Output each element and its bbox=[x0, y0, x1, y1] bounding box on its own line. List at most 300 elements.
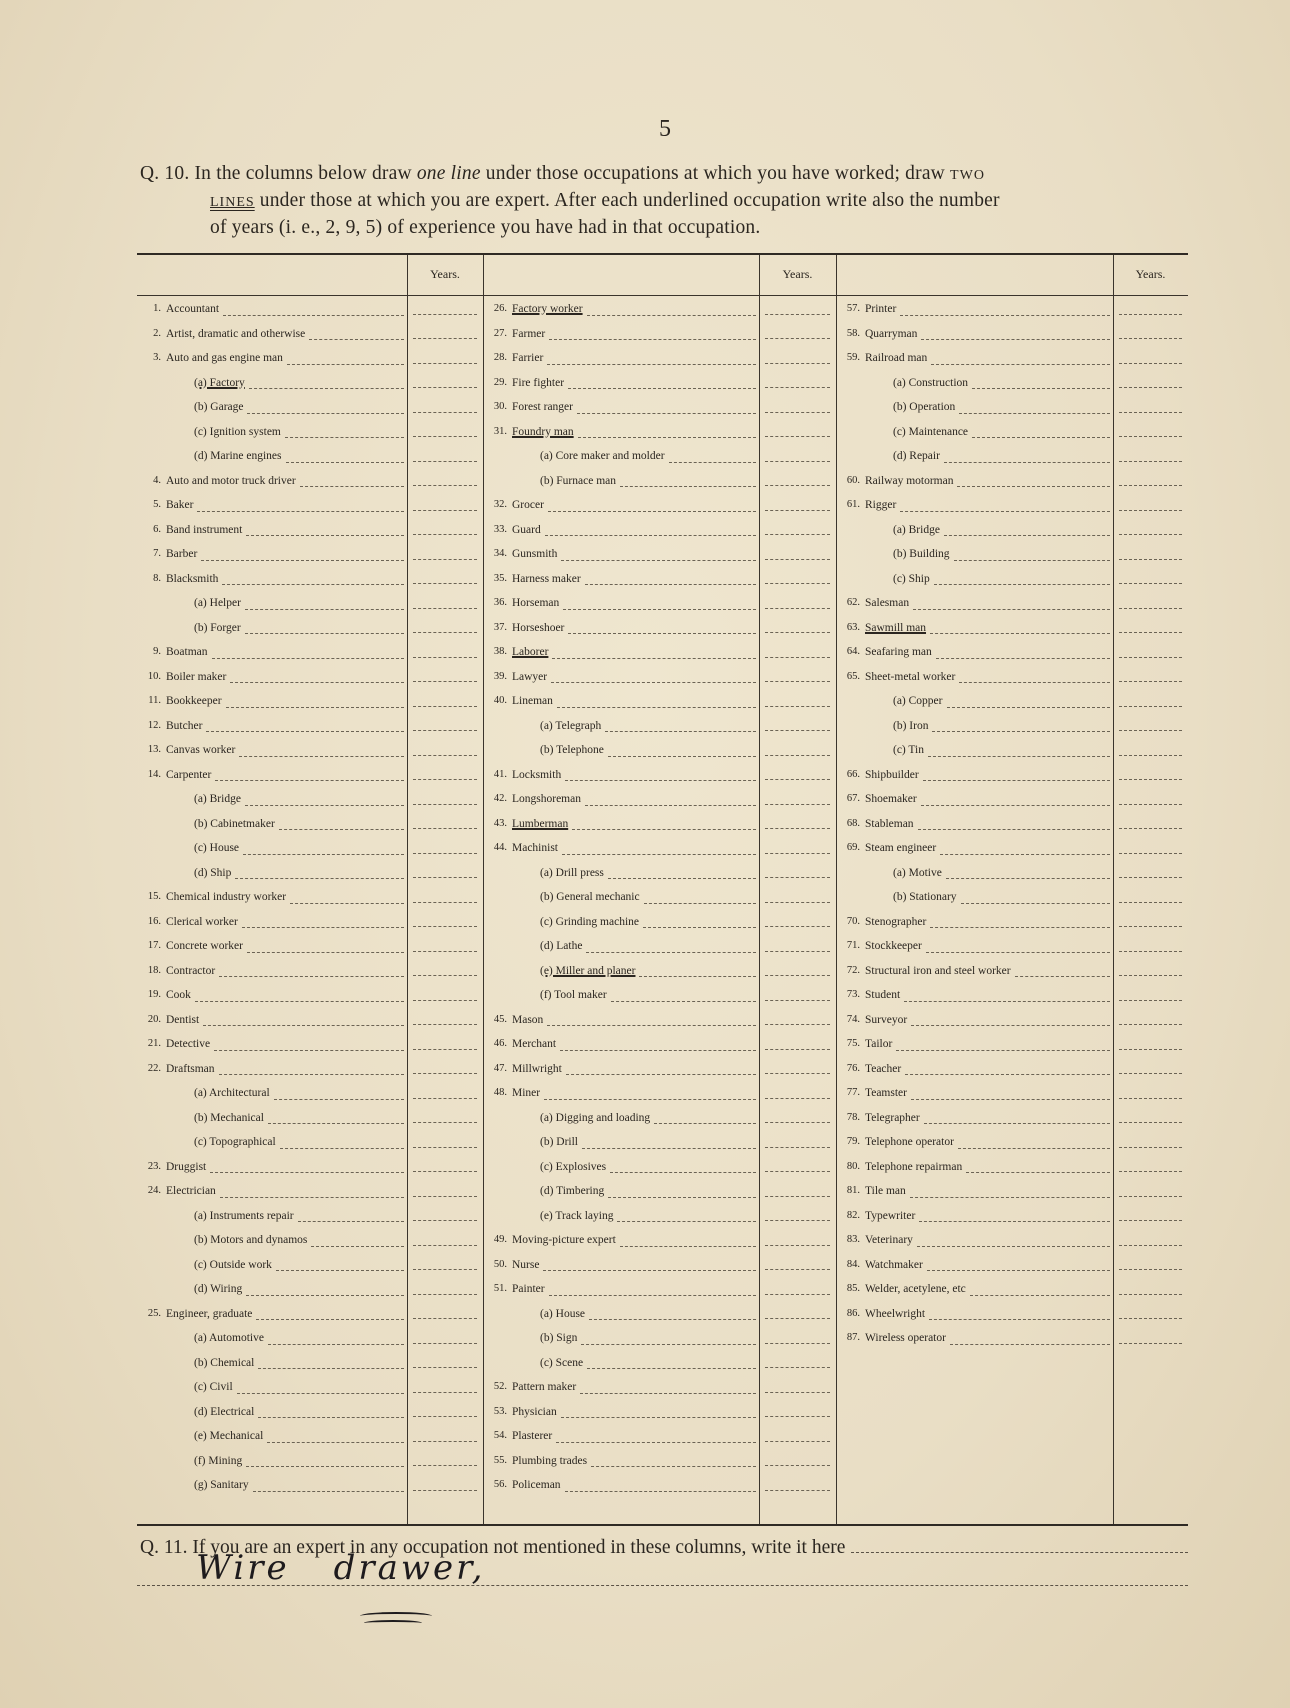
occupation-row[interactable] bbox=[141, 885, 407, 910]
years-field[interactable] bbox=[759, 1449, 836, 1474]
years-field[interactable] bbox=[407, 1473, 483, 1498]
years-field[interactable] bbox=[1113, 371, 1188, 396]
years-field[interactable] bbox=[1113, 1106, 1188, 1131]
occupation-row[interactable] bbox=[141, 371, 407, 396]
occupation-row[interactable] bbox=[487, 591, 759, 616]
occupation-row[interactable] bbox=[840, 1326, 1113, 1351]
years-field[interactable] bbox=[759, 322, 836, 347]
years-field[interactable] bbox=[1113, 1155, 1188, 1180]
years-field[interactable] bbox=[759, 616, 836, 641]
occupation-row[interactable] bbox=[487, 1228, 759, 1253]
years-field[interactable] bbox=[1113, 1008, 1188, 1033]
occupation-row[interactable] bbox=[141, 493, 407, 518]
occupation-row[interactable] bbox=[141, 1326, 407, 1351]
occupation-row[interactable] bbox=[141, 787, 407, 812]
years-field[interactable] bbox=[1113, 812, 1188, 837]
leader-dots bbox=[547, 1024, 756, 1026]
years-field[interactable] bbox=[1113, 983, 1188, 1008]
leader-dots bbox=[548, 510, 756, 512]
years-field[interactable] bbox=[407, 1424, 483, 1449]
years-field[interactable] bbox=[1113, 1204, 1188, 1229]
years-field[interactable] bbox=[407, 1204, 483, 1229]
years-field[interactable] bbox=[407, 836, 483, 861]
years-field[interactable] bbox=[759, 420, 836, 445]
years-field[interactable] bbox=[759, 1228, 836, 1253]
years-field[interactable] bbox=[759, 812, 836, 837]
occupation-row[interactable] bbox=[141, 518, 407, 543]
years-field[interactable] bbox=[407, 689, 483, 714]
years-field[interactable] bbox=[407, 493, 483, 518]
occupation-row[interactable] bbox=[487, 1400, 759, 1425]
years-field[interactable] bbox=[407, 812, 483, 837]
years-field[interactable] bbox=[407, 959, 483, 984]
years-field[interactable] bbox=[759, 885, 836, 910]
years-field[interactable] bbox=[759, 714, 836, 739]
occupation-row[interactable] bbox=[840, 763, 1113, 788]
years-field[interactable] bbox=[759, 910, 836, 935]
years-field[interactable] bbox=[1113, 836, 1188, 861]
years-field[interactable] bbox=[759, 1106, 836, 1131]
occupation-row[interactable] bbox=[840, 1032, 1113, 1057]
occupation-row[interactable] bbox=[487, 1130, 759, 1155]
years-field[interactable] bbox=[1113, 689, 1188, 714]
occupation-row[interactable] bbox=[141, 861, 407, 886]
occupation-row[interactable] bbox=[141, 1155, 407, 1180]
occupation-row[interactable] bbox=[487, 444, 759, 469]
occupation-row[interactable] bbox=[840, 665, 1113, 690]
occupation-row[interactable] bbox=[487, 322, 759, 347]
occupation-row[interactable] bbox=[840, 959, 1113, 984]
occupation-row[interactable] bbox=[840, 983, 1113, 1008]
years-field[interactable] bbox=[407, 1375, 483, 1400]
years-field[interactable] bbox=[1113, 518, 1188, 543]
years-field[interactable] bbox=[407, 714, 483, 739]
occupation-row[interactable] bbox=[487, 1424, 759, 1449]
occupation-label: (a) Telegraph bbox=[540, 719, 602, 732]
years-field[interactable] bbox=[1113, 1277, 1188, 1302]
years-field[interactable] bbox=[759, 689, 836, 714]
occupation-row[interactable] bbox=[487, 640, 759, 665]
occupation-row[interactable] bbox=[487, 1473, 759, 1498]
occupation-row[interactable] bbox=[141, 1424, 407, 1449]
occupation-row[interactable] bbox=[487, 1008, 759, 1033]
occupation-row[interactable] bbox=[141, 1253, 407, 1278]
years-field[interactable] bbox=[759, 1179, 836, 1204]
occupation-row[interactable] bbox=[840, 420, 1113, 445]
years-field[interactable] bbox=[1113, 1032, 1188, 1057]
years-field[interactable] bbox=[759, 346, 836, 371]
occupation-row[interactable] bbox=[141, 934, 407, 959]
occupation-row[interactable] bbox=[141, 322, 407, 347]
leader-dots bbox=[946, 877, 1110, 879]
occupation-row[interactable] bbox=[487, 934, 759, 959]
occupation-row[interactable] bbox=[141, 567, 407, 592]
years-field[interactable] bbox=[407, 420, 483, 445]
years-field[interactable] bbox=[1113, 444, 1188, 469]
occupation-row[interactable] bbox=[840, 787, 1113, 812]
occupation-row[interactable] bbox=[141, 812, 407, 837]
years-field[interactable] bbox=[407, 346, 483, 371]
years-field[interactable] bbox=[759, 371, 836, 396]
occupation-row[interactable] bbox=[487, 959, 759, 984]
years-field[interactable] bbox=[1113, 934, 1188, 959]
occupation-row[interactable] bbox=[840, 444, 1113, 469]
occupation-row[interactable] bbox=[840, 934, 1113, 959]
occupation-row[interactable] bbox=[487, 567, 759, 592]
years-field[interactable] bbox=[407, 738, 483, 763]
occupation-row[interactable] bbox=[840, 297, 1113, 322]
occupation-row[interactable] bbox=[840, 836, 1113, 861]
years-field[interactable] bbox=[759, 1204, 836, 1229]
years-field[interactable] bbox=[1113, 567, 1188, 592]
occupation-row[interactable] bbox=[487, 1375, 759, 1400]
years-field[interactable] bbox=[759, 934, 836, 959]
years-field[interactable] bbox=[1113, 1228, 1188, 1253]
years-field[interactable] bbox=[407, 1400, 483, 1425]
occupation-row[interactable] bbox=[840, 567, 1113, 592]
years-field[interactable] bbox=[759, 1032, 836, 1057]
occupation-row[interactable] bbox=[487, 1351, 759, 1376]
occupation-row[interactable] bbox=[141, 1130, 407, 1155]
occupation-number: 74. bbox=[846, 1013, 860, 1025]
occupation-row[interactable] bbox=[487, 346, 759, 371]
years-field[interactable] bbox=[407, 297, 483, 322]
occupation-row[interactable] bbox=[141, 1008, 407, 1033]
years-field[interactable] bbox=[759, 1253, 836, 1278]
occupation-label: Nurse bbox=[512, 1258, 540, 1271]
occupation-row[interactable] bbox=[840, 1130, 1113, 1155]
years-field[interactable] bbox=[1113, 665, 1188, 690]
years-field[interactable] bbox=[759, 640, 836, 665]
years-field[interactable] bbox=[407, 983, 483, 1008]
years-field[interactable] bbox=[1113, 395, 1188, 420]
years-field[interactable] bbox=[407, 444, 483, 469]
occupation-row[interactable] bbox=[141, 591, 407, 616]
handwritten-underline bbox=[360, 1612, 432, 1620]
occupation-row[interactable] bbox=[487, 689, 759, 714]
occupation-label: (d) Timbering bbox=[540, 1185, 605, 1197]
occupation-row[interactable] bbox=[840, 714, 1113, 739]
occupation-row[interactable] bbox=[840, 346, 1113, 371]
years-field[interactable] bbox=[759, 1057, 836, 1082]
years-field[interactable] bbox=[1113, 493, 1188, 518]
occupation-row[interactable] bbox=[840, 518, 1113, 543]
occupation-row[interactable] bbox=[141, 714, 407, 739]
years-field[interactable] bbox=[1113, 1253, 1188, 1278]
years-field[interactable] bbox=[1113, 420, 1188, 445]
years-field[interactable] bbox=[407, 322, 483, 347]
occupation-row[interactable] bbox=[487, 493, 759, 518]
occupation-number: 1. bbox=[153, 303, 161, 314]
answer-line[interactable] bbox=[851, 1537, 1188, 1553]
occupation-row[interactable] bbox=[487, 297, 759, 322]
years-field[interactable] bbox=[759, 738, 836, 763]
leader-dots bbox=[930, 632, 1110, 634]
years-field[interactable] bbox=[759, 493, 836, 518]
occupation-row[interactable] bbox=[141, 836, 407, 861]
occupation-row[interactable] bbox=[487, 910, 759, 935]
years-field[interactable] bbox=[1113, 322, 1188, 347]
years-field[interactable] bbox=[407, 787, 483, 812]
occupation-row[interactable] bbox=[840, 469, 1113, 494]
years-field[interactable] bbox=[407, 1302, 483, 1327]
occupation-row[interactable] bbox=[487, 714, 759, 739]
years-field[interactable] bbox=[1113, 346, 1188, 371]
occupation-row[interactable] bbox=[840, 1081, 1113, 1106]
years-field[interactable] bbox=[1113, 1302, 1188, 1327]
years-field[interactable] bbox=[759, 1302, 836, 1327]
years-field[interactable] bbox=[759, 1155, 836, 1180]
occupation-row[interactable] bbox=[141, 689, 407, 714]
occupation-row[interactable] bbox=[141, 420, 407, 445]
years-field[interactable] bbox=[407, 616, 483, 641]
occupation-row[interactable] bbox=[487, 1032, 759, 1057]
occupation-row[interactable] bbox=[141, 346, 407, 371]
occupation-row[interactable] bbox=[141, 1400, 407, 1425]
occupation-row[interactable] bbox=[840, 1057, 1113, 1082]
occupation-row[interactable] bbox=[141, 738, 407, 763]
occupation-row[interactable] bbox=[487, 836, 759, 861]
occupation-row[interactable] bbox=[487, 469, 759, 494]
years-field[interactable] bbox=[407, 763, 483, 788]
occupation-row[interactable] bbox=[487, 1081, 759, 1106]
occupation-row[interactable] bbox=[141, 665, 407, 690]
years-field[interactable] bbox=[1113, 616, 1188, 641]
occupation-row[interactable] bbox=[487, 1302, 759, 1327]
occupation-row[interactable] bbox=[141, 910, 407, 935]
occupation-row[interactable] bbox=[840, 1155, 1113, 1180]
occupation-row[interactable] bbox=[487, 861, 759, 886]
occupation-row[interactable] bbox=[487, 1449, 759, 1474]
years-field[interactable] bbox=[1113, 885, 1188, 910]
years-field[interactable] bbox=[759, 1130, 836, 1155]
occupation-row[interactable] bbox=[840, 1204, 1113, 1229]
years-field[interactable] bbox=[759, 518, 836, 543]
occupation-row[interactable] bbox=[840, 1277, 1113, 1302]
occupation-row[interactable] bbox=[840, 812, 1113, 837]
occupation-row[interactable] bbox=[487, 518, 759, 543]
occupation-row[interactable] bbox=[840, 371, 1113, 396]
years-field[interactable] bbox=[1113, 1179, 1188, 1204]
leader-dots bbox=[586, 951, 756, 953]
years-field[interactable] bbox=[1113, 738, 1188, 763]
occupation-row[interactable] bbox=[840, 395, 1113, 420]
years-field[interactable] bbox=[407, 1449, 483, 1474]
occupation-row[interactable] bbox=[141, 983, 407, 1008]
years-field[interactable] bbox=[759, 297, 836, 322]
years-field[interactable] bbox=[1113, 861, 1188, 886]
years-field[interactable] bbox=[1113, 469, 1188, 494]
years-field[interactable] bbox=[759, 959, 836, 984]
occupation-row[interactable] bbox=[141, 763, 407, 788]
years-field[interactable] bbox=[1113, 297, 1188, 322]
years-field[interactable] bbox=[407, 1008, 483, 1033]
occupation-row[interactable] bbox=[487, 763, 759, 788]
years-field[interactable] bbox=[407, 1057, 483, 1082]
years-field[interactable] bbox=[1113, 1326, 1188, 1351]
occupation-row[interactable] bbox=[487, 542, 759, 567]
years-field[interactable] bbox=[759, 567, 836, 592]
occupation-row[interactable] bbox=[141, 297, 407, 322]
occupation-row[interactable] bbox=[141, 542, 407, 567]
years-field[interactable] bbox=[759, 1008, 836, 1033]
occupation-row[interactable] bbox=[840, 689, 1113, 714]
occupation-row[interactable] bbox=[141, 1106, 407, 1131]
occupation-row[interactable] bbox=[487, 1204, 759, 1229]
years-field[interactable] bbox=[1113, 763, 1188, 788]
occupation-row[interactable] bbox=[487, 1326, 759, 1351]
years-field[interactable] bbox=[407, 640, 483, 665]
years-field[interactable] bbox=[1113, 640, 1188, 665]
years-field[interactable] bbox=[759, 469, 836, 494]
occupation-row[interactable] bbox=[487, 787, 759, 812]
years-field[interactable] bbox=[759, 542, 836, 567]
occupation-row[interactable] bbox=[141, 1351, 407, 1376]
years-field[interactable] bbox=[759, 1473, 836, 1498]
occupation-row[interactable] bbox=[141, 469, 407, 494]
years-field[interactable] bbox=[407, 518, 483, 543]
leader-dots bbox=[544, 1098, 756, 1100]
years-field[interactable] bbox=[407, 1253, 483, 1278]
occupation-row[interactable] bbox=[840, 493, 1113, 518]
years-field[interactable] bbox=[1113, 1057, 1188, 1082]
years-field[interactable] bbox=[759, 836, 836, 861]
years-field[interactable] bbox=[407, 567, 483, 592]
years-field[interactable] bbox=[407, 934, 483, 959]
occupation-row[interactable] bbox=[141, 1277, 407, 1302]
years-field[interactable] bbox=[407, 542, 483, 567]
years-field[interactable] bbox=[759, 1375, 836, 1400]
years-field[interactable] bbox=[759, 1081, 836, 1106]
years-field[interactable] bbox=[407, 469, 483, 494]
years-field[interactable] bbox=[1113, 1130, 1188, 1155]
years-field[interactable] bbox=[407, 1130, 483, 1155]
years-field[interactable] bbox=[1113, 787, 1188, 812]
occupation-row[interactable] bbox=[141, 1449, 407, 1474]
occupation-row[interactable] bbox=[141, 1228, 407, 1253]
occupation-row[interactable] bbox=[487, 395, 759, 420]
years-field[interactable] bbox=[1113, 714, 1188, 739]
years-field[interactable] bbox=[759, 983, 836, 1008]
leader-dots bbox=[934, 583, 1110, 585]
occupation-row[interactable] bbox=[487, 1179, 759, 1204]
occupation-row[interactable] bbox=[487, 371, 759, 396]
years-field[interactable] bbox=[1113, 591, 1188, 616]
occupation-row[interactable] bbox=[141, 1302, 407, 1327]
occupation-row[interactable] bbox=[487, 738, 759, 763]
years-field[interactable] bbox=[759, 444, 836, 469]
occupation-row[interactable] bbox=[141, 1473, 407, 1498]
occupation-row[interactable] bbox=[840, 885, 1113, 910]
occupation-row[interactable] bbox=[840, 1228, 1113, 1253]
occupation-row[interactable] bbox=[840, 1106, 1113, 1131]
years-field[interactable] bbox=[407, 1277, 483, 1302]
occupation-row[interactable] bbox=[487, 616, 759, 641]
years-field[interactable] bbox=[759, 1351, 836, 1376]
years-field[interactable] bbox=[759, 1400, 836, 1425]
occupation-row[interactable] bbox=[487, 1277, 759, 1302]
occupation-row[interactable] bbox=[840, 1302, 1113, 1327]
years-field[interactable] bbox=[759, 787, 836, 812]
occupation-label: Telegrapher bbox=[865, 1111, 920, 1124]
occupation-row[interactable] bbox=[141, 1375, 407, 1400]
occupation-row[interactable] bbox=[487, 1253, 759, 1278]
occupation-row[interactable] bbox=[840, 910, 1113, 935]
occupation-row[interactable] bbox=[487, 1155, 759, 1180]
years-field[interactable] bbox=[759, 1277, 836, 1302]
occupation-row[interactable] bbox=[487, 420, 759, 445]
years-field[interactable] bbox=[407, 1228, 483, 1253]
years-field[interactable] bbox=[407, 591, 483, 616]
years-field[interactable] bbox=[407, 1032, 483, 1057]
occupation-row[interactable] bbox=[840, 322, 1113, 347]
years-field[interactable] bbox=[407, 1351, 483, 1376]
occupation-row[interactable] bbox=[840, 640, 1113, 665]
occupation-row[interactable] bbox=[840, 591, 1113, 616]
years-field[interactable] bbox=[759, 395, 836, 420]
occupation-row[interactable] bbox=[141, 1081, 407, 1106]
years-field[interactable] bbox=[759, 665, 836, 690]
occupation-row[interactable] bbox=[141, 640, 407, 665]
occupation-row[interactable] bbox=[840, 861, 1113, 886]
years-field[interactable] bbox=[1113, 542, 1188, 567]
occupation-row[interactable] bbox=[141, 616, 407, 641]
occupation-row[interactable] bbox=[487, 1057, 759, 1082]
occupation-row[interactable] bbox=[141, 395, 407, 420]
occupation-row[interactable] bbox=[487, 1106, 759, 1131]
years-field[interactable] bbox=[759, 1424, 836, 1449]
occupation-row[interactable] bbox=[840, 1179, 1113, 1204]
years-field[interactable] bbox=[407, 395, 483, 420]
years-field[interactable] bbox=[1113, 959, 1188, 984]
years-field[interactable] bbox=[407, 1155, 483, 1180]
years-field[interactable] bbox=[759, 763, 836, 788]
occupation-row[interactable] bbox=[141, 1032, 407, 1057]
occupation-row[interactable] bbox=[840, 1008, 1113, 1033]
years-field[interactable] bbox=[759, 861, 836, 886]
years-field[interactable] bbox=[407, 371, 483, 396]
occupation-row[interactable] bbox=[141, 444, 407, 469]
handwritten-underline bbox=[364, 1620, 422, 1626]
occupation-row[interactable] bbox=[487, 983, 759, 1008]
years-field[interactable] bbox=[407, 665, 483, 690]
years-field[interactable] bbox=[759, 591, 836, 616]
years-field[interactable] bbox=[407, 1179, 483, 1204]
occupation-row[interactable] bbox=[840, 616, 1113, 641]
occupation-label: Farmer bbox=[512, 327, 546, 340]
years-field[interactable] bbox=[759, 1326, 836, 1351]
occupation-row[interactable] bbox=[840, 542, 1113, 567]
years-field[interactable] bbox=[407, 885, 483, 910]
occupation-label: Structural iron and steel worker bbox=[865, 964, 1011, 977]
occupation-row[interactable] bbox=[141, 1204, 407, 1229]
years-field[interactable] bbox=[1113, 1081, 1188, 1106]
occupation-row[interactable] bbox=[840, 1253, 1113, 1278]
years-field[interactable] bbox=[407, 910, 483, 935]
occupation-row[interactable] bbox=[487, 812, 759, 837]
years-field[interactable] bbox=[407, 1326, 483, 1351]
occupation-row[interactable] bbox=[840, 738, 1113, 763]
years-field[interactable] bbox=[407, 1081, 483, 1106]
occupation-row[interactable] bbox=[487, 665, 759, 690]
occupation-row[interactable] bbox=[141, 959, 407, 984]
years-field[interactable] bbox=[1113, 910, 1188, 935]
occupation-row[interactable] bbox=[487, 885, 759, 910]
occupation-row[interactable] bbox=[141, 1179, 407, 1204]
occupation-row[interactable] bbox=[141, 1057, 407, 1082]
years-field[interactable] bbox=[407, 1106, 483, 1131]
years-field[interactable] bbox=[407, 861, 483, 886]
